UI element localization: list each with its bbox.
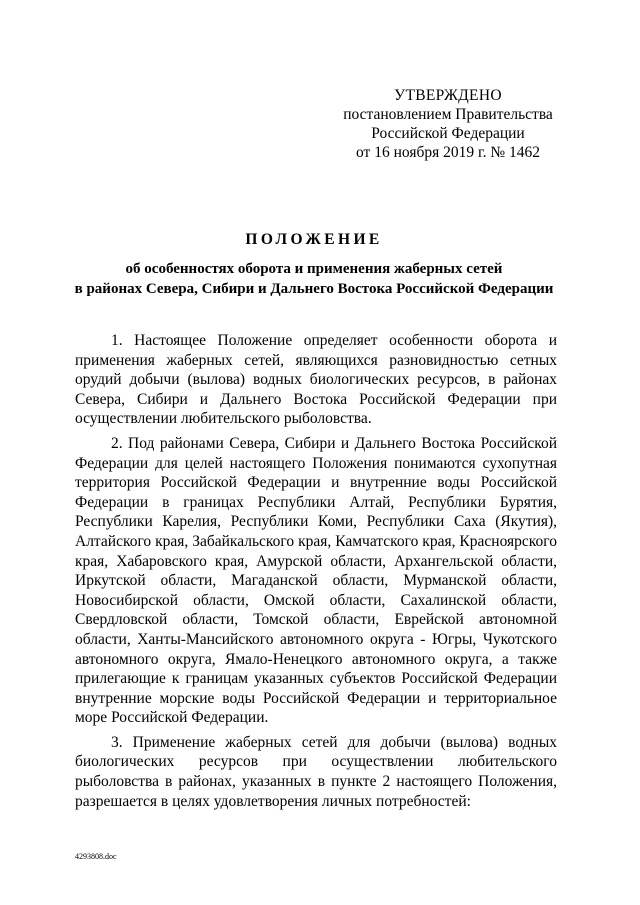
paragraph-2: 2. Под районами Севера, Сибири и Дальнего Востока Российской Федерации для целей настоящего Положения понимаются сухопутная территория Российской Федерации и внутренние воды Российской Федерации в границах Республики Алтай, Республики Бурятия, Республики Карелия, Республики Коми, Республики Саха (Якутия), Алтайского края, Забайкальского края, Камчатского края, Красноярского края, Хабаровского края, Амурской области, Архангельской области, Иркутской области, Магаданской области, Мурманской области, Новосибирской области, Омской области, Сахалинской области, Свердловской области, Томской области, Еврейской автономной области, Ханты-Мансийского автономного округа - Югры, Чукотского автономного округа, Ямало-Ненецкого автономного округа, а также прилегающие к границам указанных субъектов Российской Федерации внутренние морские воды Российской Федерации и территориальное море Российской Федерации. <box>75 434 557 727</box>
paragraph-3: 3. Применение жаберных сетей для добычи (вылова) водных биологических ресурсов при осуществлении любительского рыболовства в районах, указанных в пункте 2 настоящего Положения, разрешается в целях удовлетворения личных потребностей: <box>75 733 557 810</box>
subtitle-line-2: в районах Севера, Сибири и Дальнего Востока Российской Федерации <box>74 281 554 297</box>
approval-line-1: постановлением Правительства <box>343 106 553 123</box>
approval-stamp: УТВЕРЖДЕНО <box>394 87 502 104</box>
document-title: ПОЛОЖЕНИЕ <box>245 231 383 248</box>
approval-line-3: от 16 ноября 2019 г. № 1462 <box>356 144 540 161</box>
subtitle-line-1: об особенностях оборота и применения жаберных сетей <box>125 261 503 277</box>
document-subtitle <box>40 259 588 299</box>
approval-line-2: Российской Федерации <box>371 125 525 142</box>
file-reference: 4293808.doc <box>75 852 117 861</box>
paragraph-1: 1. Настоящее Положение определяет особенности оборота и применения жаберных сетей, являющихся разновидностью сетных орудий добычи (вылова) водных биологических ресурсов, в районах Севера, Сибири и Дальнего Востока Российской Федерации при осуществлении любительского рыболовства. <box>75 332 557 428</box>
approval-block <box>340 86 556 162</box>
document-body <box>75 331 557 816</box>
